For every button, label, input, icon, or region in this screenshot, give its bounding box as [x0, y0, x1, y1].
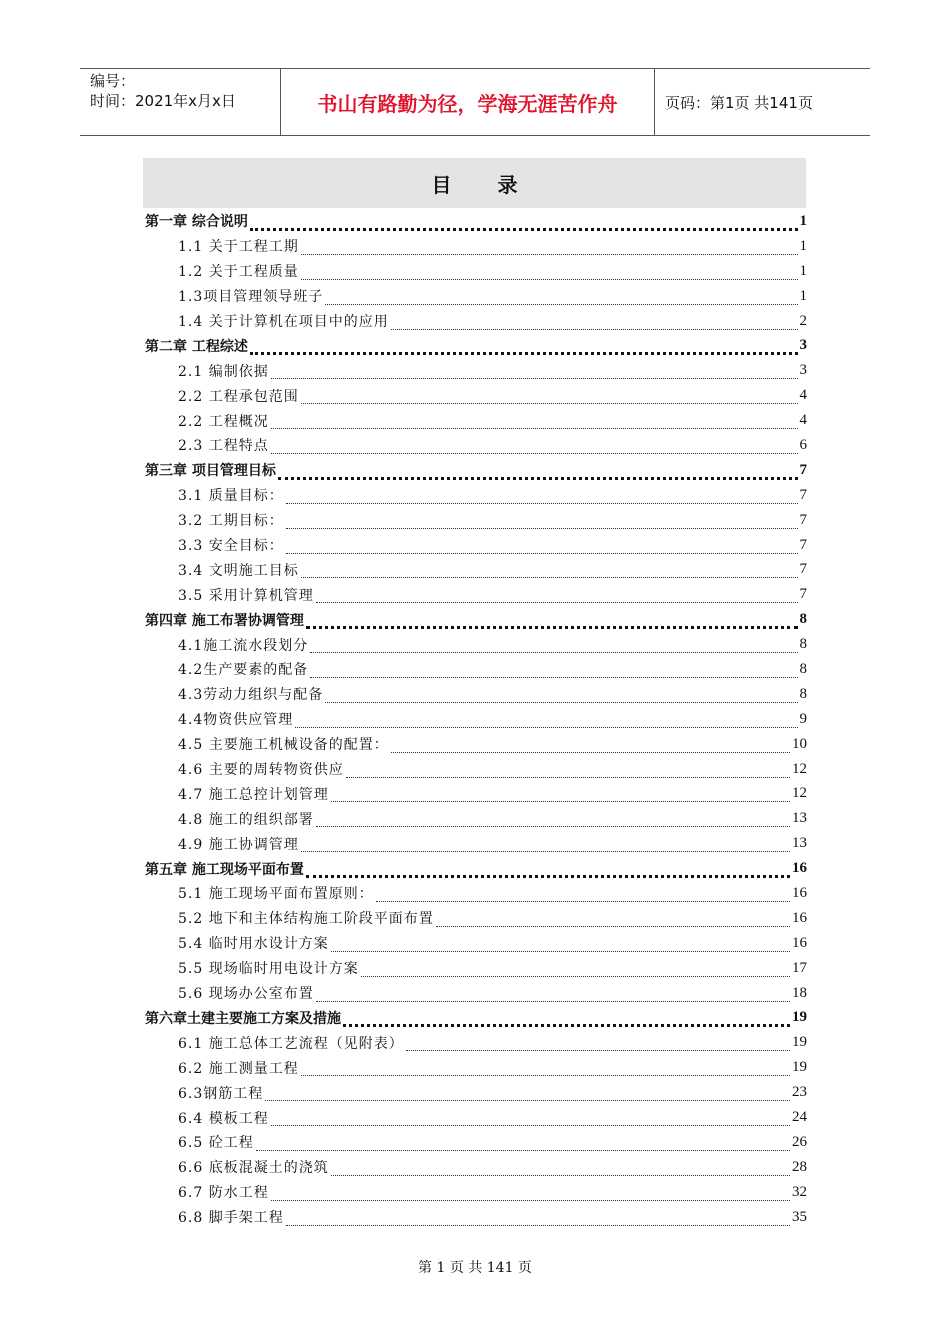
toc-entry-label: 6.8 脚手架工程 — [178, 1210, 284, 1227]
toc-entry-label: 1.2 关于工程质量 — [178, 264, 299, 281]
toc-leader-dots — [391, 315, 798, 330]
toc-entry-label: 第四章 施工布署协调管理 — [145, 612, 304, 629]
toc-entry-page: 17 — [792, 959, 807, 976]
toc-entry-page: 2 — [799, 312, 807, 329]
header-motto: 书山有路勤为径，学海无涯苦作舟 — [281, 69, 655, 135]
toc-leader-dots — [271, 364, 798, 379]
toc-chapter-entry[interactable] — [145, 856, 807, 881]
toc-entry-label: 6.3钢筋工程 — [178, 1085, 264, 1102]
toc-entry-page: 8 — [799, 611, 807, 628]
toc-section-entry[interactable] — [145, 806, 807, 831]
toc-section-entry[interactable] — [145, 1205, 807, 1230]
toc-entry-label: 3.3 安全目标： — [178, 538, 284, 555]
toc-leader-dots — [310, 663, 797, 678]
toc-leader-dots — [316, 588, 798, 603]
toc-entry-page: 32 — [792, 1183, 807, 1200]
toc-entry-label: 5.2 地下和主体结构施工阶段平面布置 — [178, 911, 434, 928]
page-header — [80, 68, 870, 136]
toc-entry-label: 第三章 项目管理目标 — [145, 463, 276, 480]
toc-entry-label: 2.3 工程特点 — [178, 438, 269, 455]
toc-entry-page: 26 — [792, 1133, 807, 1150]
toc-entry-page: 1 — [799, 212, 807, 229]
toc-section-entry[interactable] — [145, 881, 807, 906]
toc-entry-label: 2.1 编制依据 — [178, 363, 269, 380]
page-footer: 第 1 页 共 141 页 — [418, 1260, 532, 1276]
toc-leader-dots — [271, 1186, 790, 1201]
toc-leader-dots — [343, 1010, 790, 1027]
toc-entry-label: 2.2 工程概况 — [178, 413, 269, 430]
toc-section-entry[interactable] — [145, 1130, 807, 1155]
toc-chapter-entry[interactable] — [145, 333, 807, 358]
toc-leader-dots — [331, 787, 790, 802]
toc-entry-page: 1 — [799, 237, 807, 254]
toc-section-entry[interactable] — [145, 657, 807, 682]
toc-section-entry[interactable] — [145, 757, 807, 782]
toc-entry-label: 3.5 采用计算机管理 — [178, 587, 314, 604]
toc-title: 目录 — [431, 172, 564, 197]
toc-entry-label: 5.1 施工现场平面布置原则： — [178, 886, 374, 903]
toc-leader-dots — [301, 563, 798, 578]
toc-entry-page: 7 — [799, 486, 807, 503]
toc-leader-dots — [331, 937, 790, 952]
toc-leader-dots — [325, 290, 797, 305]
toc-entry-label: 5.4 临时用水设计方案 — [178, 936, 329, 953]
toc-leader-dots — [325, 688, 797, 703]
toc-entry-label: 第二章 工程综述 — [145, 338, 248, 355]
toc-leader-dots — [256, 1136, 790, 1151]
toc-entry-page: 8 — [799, 636, 807, 653]
toc-leader-dots — [271, 414, 798, 429]
toc-leader-dots — [361, 962, 790, 977]
toc-entry-label: 第一章 综合说明 — [145, 214, 248, 231]
toc-section-entry[interactable] — [145, 383, 807, 408]
toc-entry-page: 1 — [799, 287, 807, 304]
toc-leader-dots — [391, 738, 790, 753]
toc-entry-page: 19 — [792, 1009, 807, 1026]
toc-section-entry[interactable] — [145, 1055, 807, 1080]
toc-section-entry[interactable] — [145, 632, 807, 657]
toc-entry-label: 6.7 防水工程 — [178, 1185, 269, 1202]
document-number-label: 编号： — [90, 72, 136, 90]
toc-leader-dots — [250, 338, 798, 355]
toc-chapter-entry[interactable] — [145, 209, 807, 234]
toc-entry-label: 5.5 现场临时用电设计方案 — [178, 961, 359, 978]
toc-section-entry[interactable] — [145, 309, 807, 334]
toc-entry-label: 6.6 底板混凝土的浇筑 — [178, 1160, 329, 1177]
toc-section-entry[interactable] — [145, 259, 807, 284]
toc-leader-dots — [278, 463, 798, 480]
toc-entry-page: 16 — [792, 934, 807, 951]
toc-entry-label: 1.3项目管理领导班子 — [178, 289, 324, 306]
toc-section-entry[interactable] — [145, 732, 807, 757]
toc-section-entry[interactable] — [145, 1030, 807, 1055]
toc-entry-page: 28 — [792, 1158, 807, 1175]
toc-leader-dots — [295, 713, 797, 728]
toc-section-entry[interactable] — [145, 707, 807, 732]
toc-section-entry[interactable] — [145, 682, 807, 707]
toc-leader-dots — [286, 514, 798, 529]
toc-section-entry[interactable] — [145, 557, 807, 582]
toc-chapter-entry[interactable] — [145, 458, 807, 483]
toc-section-entry[interactable] — [145, 284, 807, 309]
toc-entry-label: 5.6 现场办公室布置 — [178, 986, 314, 1003]
toc-leader-dots — [376, 887, 790, 902]
toc-section-entry[interactable] — [145, 1105, 807, 1130]
toc-entry-label: 4.2生产要素的配备 — [178, 662, 309, 679]
toc-section-entry[interactable] — [145, 358, 807, 383]
toc-entry-page: 3 — [799, 337, 807, 354]
toc-entry-page: 7 — [799, 586, 807, 603]
toc-entry-label: 4.7 施工总控计划管理 — [178, 786, 329, 803]
toc-entry-page: 13 — [792, 835, 807, 852]
toc-entry-page: 7 — [799, 511, 807, 528]
toc-section-entry[interactable] — [145, 234, 807, 259]
toc-section-entry[interactable] — [145, 1155, 807, 1180]
toc-section-entry[interactable] — [145, 1080, 807, 1105]
toc-section-entry[interactable] — [145, 906, 807, 931]
toc-entry-label: 4.8 施工的组织部署 — [178, 811, 314, 828]
toc-entry-label: 3.2 工期目标： — [178, 513, 284, 530]
toc-leader-dots — [265, 1086, 790, 1101]
toc-entry-page: 7 — [799, 561, 807, 578]
toc-leader-dots — [316, 812, 790, 827]
toc-section-entry[interactable] — [145, 1180, 807, 1205]
toc-entry-page: 23 — [792, 1084, 807, 1101]
toc-chapter-entry[interactable] — [145, 607, 807, 632]
table-of-contents — [145, 209, 807, 1230]
toc-entry-page: 8 — [799, 685, 807, 702]
toc-section-entry[interactable] — [145, 582, 807, 607]
toc-entry-label: 4.9 施工协调管理 — [178, 836, 299, 853]
toc-chapter-entry[interactable] — [145, 1006, 807, 1031]
toc-entry-page: 19 — [792, 1059, 807, 1076]
toc-entry-label: 4.6 主要的周转物资供应 — [178, 762, 344, 779]
toc-section-entry[interactable] — [145, 831, 807, 856]
toc-leader-dots — [301, 837, 790, 852]
toc-entry-label: 6.2 施工测量工程 — [178, 1060, 299, 1077]
toc-leader-dots — [301, 389, 798, 404]
toc-leader-dots — [316, 987, 790, 1002]
toc-entry-page: 13 — [792, 810, 807, 827]
toc-entry-label: 3.1 质量目标： — [178, 488, 284, 505]
toc-leader-dots — [406, 1036, 790, 1051]
toc-entry-page: 35 — [792, 1208, 807, 1225]
toc-entry-page: 6 — [799, 436, 807, 453]
toc-entry-page: 18 — [792, 984, 807, 1001]
toc-entry-page: 16 — [792, 909, 807, 926]
toc-leader-dots — [436, 912, 790, 927]
toc-entry-page: 16 — [792, 860, 807, 877]
toc-entry-label: 4.3劳动力组织与配备 — [178, 687, 324, 704]
toc-section-entry[interactable] — [145, 981, 807, 1006]
toc-leader-dots — [301, 265, 798, 280]
toc-section-entry[interactable] — [145, 408, 807, 433]
toc-section-entry[interactable] — [145, 533, 807, 558]
toc-entry-label: 4.5 主要施工机械设备的配置： — [178, 737, 389, 754]
toc-leader-dots — [310, 638, 797, 653]
document-date: 时间：2021年x月x日 — [90, 92, 236, 110]
toc-entry-page: 4 — [799, 387, 807, 404]
toc-leader-dots — [271, 1111, 790, 1126]
toc-leader-dots — [331, 1161, 790, 1176]
toc-leader-dots — [286, 489, 798, 504]
toc-leader-dots — [306, 612, 798, 629]
toc-leader-dots — [306, 861, 790, 878]
toc-entry-page: 7 — [799, 461, 807, 478]
toc-section-entry[interactable] — [145, 508, 807, 533]
toc-section-entry[interactable] — [145, 483, 807, 508]
toc-entry-label: 1.1 关于工程工期 — [178, 239, 299, 256]
toc-section-entry[interactable] — [145, 931, 807, 956]
toc-entry-page: 4 — [799, 412, 807, 429]
toc-entry-page: 12 — [792, 760, 807, 777]
toc-section-entry[interactable] — [145, 433, 807, 458]
toc-entry-label: 6.4 模板工程 — [178, 1110, 269, 1127]
toc-leader-dots — [346, 763, 790, 778]
header-meta — [80, 69, 281, 135]
toc-entry-label: 6.1 施工总体工艺流程（见附表） — [178, 1035, 404, 1052]
toc-entry-label: 6.5 砼工程 — [178, 1135, 254, 1152]
toc-entry-page: 7 — [799, 536, 807, 553]
toc-entry-label: 3.4 文明施工目标 — [178, 562, 299, 579]
toc-entry-label: 4.1施工流水段划分 — [178, 637, 309, 654]
toc-leader-dots — [271, 439, 798, 454]
toc-entry-label: 1.4 关于计算机在项目中的应用 — [178, 314, 389, 330]
toc-title-band — [143, 158, 806, 208]
toc-leader-dots — [250, 214, 798, 231]
toc-entry-page: 9 — [799, 710, 807, 727]
toc-entry-label: 4.4物资供应管理 — [178, 712, 294, 729]
toc-entry-page: 24 — [792, 1109, 807, 1125]
toc-leader-dots — [286, 539, 798, 554]
toc-entry-page: 1 — [799, 262, 807, 279]
toc-section-entry[interactable] — [145, 781, 807, 806]
header-page-info: 页码：第1页 共141页 — [665, 93, 813, 112]
toc-entry-label: 2.2 工程承包范围 — [178, 388, 299, 405]
toc-section-entry[interactable] — [145, 956, 807, 981]
toc-leader-dots — [286, 1211, 790, 1226]
toc-leader-dots — [301, 1061, 790, 1076]
toc-entry-page: 8 — [799, 660, 807, 677]
toc-entry-page: 12 — [792, 785, 807, 802]
toc-entry-page: 16 — [792, 884, 807, 901]
toc-entry-label: 第六章土建主要施工方案及措施 — [145, 1010, 341, 1027]
toc-entry-page: 10 — [792, 735, 807, 752]
toc-entry-page: 19 — [792, 1034, 807, 1051]
toc-leader-dots — [301, 240, 798, 255]
toc-entry-page: 3 — [799, 362, 807, 379]
toc-entry-label: 第五章 施工现场平面布置 — [145, 861, 304, 878]
